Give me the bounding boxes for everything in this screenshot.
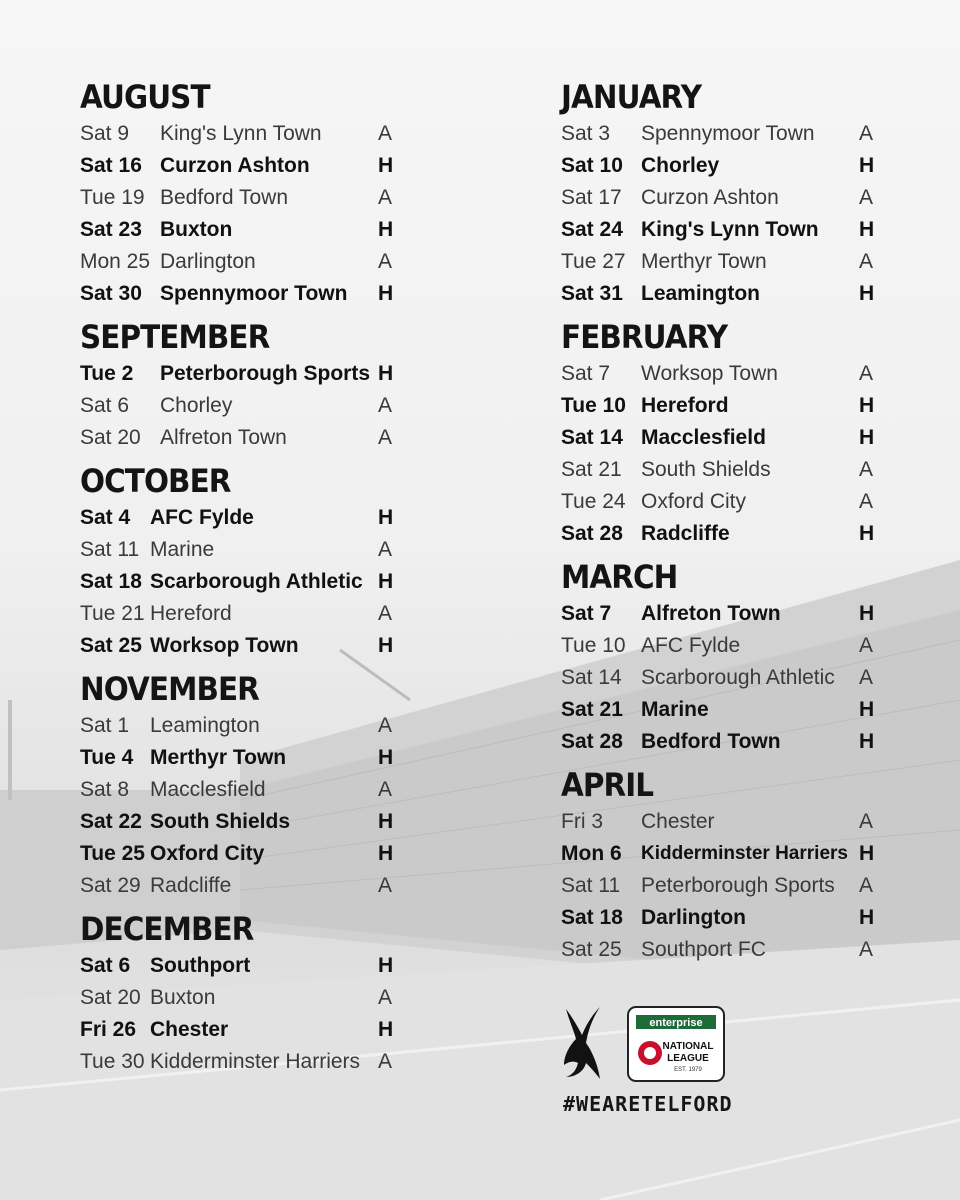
fixture-date: Sat 30 bbox=[80, 282, 142, 305]
fixture-opponent: Worksop Town bbox=[641, 362, 778, 385]
month-heading: NOVEMBER bbox=[80, 670, 259, 708]
fixture-date: Sat 10 bbox=[561, 154, 623, 177]
fixture-date: Sat 20 bbox=[80, 986, 141, 1009]
fixture-venue: H bbox=[378, 570, 394, 593]
month-september bbox=[80, 318, 400, 454]
fixture-date: Tue 2 bbox=[80, 362, 134, 385]
fixture-date: Sat 18 bbox=[561, 906, 623, 929]
fixture-venue: A bbox=[859, 250, 874, 273]
fixture-opponent: South Shields bbox=[641, 458, 771, 481]
fixture-row bbox=[561, 934, 881, 966]
fixture-row bbox=[561, 598, 881, 630]
fixture-venue: A bbox=[859, 458, 874, 481]
month-heading: MARCH bbox=[561, 558, 678, 596]
fixtures-right-column bbox=[561, 78, 881, 974]
fixture-venue: H bbox=[859, 522, 875, 545]
month-heading: OCTOBER bbox=[80, 462, 231, 500]
fixture-row bbox=[80, 742, 400, 774]
fixture-opponent: Chester bbox=[641, 810, 715, 833]
fixture-opponent: Hereford bbox=[641, 394, 729, 417]
fixture-venue: A bbox=[859, 666, 874, 689]
fixture-opponent: Alfreton Town bbox=[641, 602, 781, 625]
fixture-row bbox=[561, 630, 881, 662]
fixture-opponent: Scarborough Athletic bbox=[150, 570, 363, 593]
fixture-date: Sat 11 bbox=[80, 538, 140, 561]
fixture-venue: H bbox=[859, 282, 875, 305]
fixture-row bbox=[80, 214, 400, 246]
fixture-venue: H bbox=[859, 906, 875, 929]
fixture-date: Sat 16 bbox=[80, 154, 142, 177]
fixture-venue: A bbox=[378, 186, 393, 209]
fixture-row bbox=[80, 774, 400, 806]
fixture-date: Sat 22 bbox=[80, 810, 142, 833]
fixture-opponent: Oxford City bbox=[641, 490, 747, 513]
month-heading: FEBRUARY bbox=[561, 318, 728, 356]
sponsor-name: enterprise bbox=[649, 1017, 703, 1029]
fixture-venue: A bbox=[859, 874, 874, 897]
month-heading: DECEMBER bbox=[80, 910, 254, 948]
month-heading: AUGUST bbox=[80, 78, 210, 116]
fixture-opponent: Leamington bbox=[150, 714, 260, 737]
fixture-opponent: AFC Fylde bbox=[150, 506, 254, 529]
fixture-venue: H bbox=[378, 218, 394, 241]
fixture-row bbox=[80, 1014, 400, 1046]
fixture-row bbox=[561, 662, 881, 694]
fixture-opponent: Oxford City bbox=[150, 842, 265, 865]
fixture-venue: A bbox=[859, 490, 874, 513]
fixture-date: Sat 29 bbox=[80, 874, 141, 897]
fixture-row bbox=[80, 710, 400, 742]
fixture-date: Tue 24 bbox=[561, 490, 626, 513]
fixture-opponent: AFC Fylde bbox=[641, 634, 741, 657]
fixture-venue: H bbox=[859, 218, 875, 241]
fixture-row bbox=[561, 694, 881, 726]
fixture-venue: H bbox=[378, 810, 394, 833]
fixture-row bbox=[561, 390, 881, 422]
fixture-row bbox=[80, 806, 400, 838]
league-line1: NATIONAL bbox=[662, 1041, 714, 1052]
fixture-opponent: Merthyr Town bbox=[150, 746, 287, 769]
fixture-opponent: Chorley bbox=[160, 394, 233, 417]
fixture-venue: A bbox=[378, 874, 393, 897]
month-august bbox=[80, 78, 400, 310]
fixture-venue: H bbox=[378, 954, 394, 977]
sponsor-badge bbox=[628, 1007, 724, 1081]
fixture-opponent: Southport FC bbox=[641, 938, 766, 961]
fixture-row bbox=[561, 518, 881, 550]
fixture-date: Sat 25 bbox=[80, 634, 142, 657]
fixture-row bbox=[561, 422, 881, 454]
month-heading: JANUARY bbox=[561, 78, 702, 116]
fixture-date: Tue 27 bbox=[561, 250, 626, 273]
fixture-row bbox=[80, 502, 400, 534]
fixture-opponent: Macclesfield bbox=[641, 426, 766, 449]
fixture-opponent: Curzon Ashton bbox=[641, 186, 779, 209]
league-line2: LEAGUE bbox=[667, 1053, 709, 1064]
fixture-opponent: King's Lynn Town bbox=[160, 122, 322, 145]
club-crest-icon bbox=[564, 1007, 600, 1079]
fixture-venue: A bbox=[378, 538, 393, 561]
fixture-row bbox=[80, 422, 400, 454]
fixture-opponent: Alfreton Town bbox=[160, 426, 287, 449]
fixture-row bbox=[80, 630, 400, 662]
fixture-opponent: Radcliffe bbox=[641, 522, 730, 545]
fixture-opponent: Peterborough Sports bbox=[641, 874, 835, 897]
fixture-venue: H bbox=[378, 746, 394, 769]
fixture-opponent: Merthyr Town bbox=[641, 250, 767, 273]
fixture-date: Sat 1 bbox=[80, 714, 130, 737]
month-heading: APRIL bbox=[561, 766, 654, 804]
fixture-date: Sat 14 bbox=[561, 666, 622, 689]
fixture-venue: H bbox=[378, 1018, 394, 1041]
month-heading: SEPTEMBER bbox=[80, 318, 270, 356]
fixture-venue: A bbox=[378, 602, 393, 625]
fixture-row bbox=[561, 902, 881, 934]
fixture-opponent: Radcliffe bbox=[150, 874, 232, 897]
fixture-row bbox=[561, 454, 881, 486]
fixture-row bbox=[561, 150, 881, 182]
fixture-venue: A bbox=[378, 250, 393, 273]
fixture-date: Tue 19 bbox=[80, 186, 145, 209]
fixture-venue: H bbox=[378, 842, 394, 865]
fixture-opponent: Chorley bbox=[641, 154, 720, 177]
fixture-date: Sat 17 bbox=[561, 186, 622, 209]
fixture-opponent: Spennymoor Town bbox=[641, 122, 815, 145]
fixture-date: Sat 21 bbox=[561, 458, 622, 481]
fixture-row bbox=[561, 246, 881, 278]
fixture-venue: H bbox=[378, 154, 394, 177]
fixture-row bbox=[561, 358, 881, 390]
fixture-row bbox=[80, 246, 400, 278]
fixture-row bbox=[80, 1046, 400, 1078]
fixture-opponent: Bedford Town bbox=[160, 186, 289, 209]
hashtag: #WEARETELFORD bbox=[563, 1092, 733, 1116]
fixture-opponent: Curzon Ashton bbox=[160, 154, 310, 177]
fixture-row bbox=[80, 566, 400, 598]
fixture-opponent: Peterborough Sports bbox=[160, 362, 371, 385]
fixture-opponent: South Shields bbox=[150, 810, 291, 833]
month-october bbox=[80, 462, 400, 662]
fixture-row bbox=[561, 214, 881, 246]
fixture-date: Tue 10 bbox=[561, 394, 626, 417]
fixture-date: Sat 24 bbox=[561, 218, 623, 241]
fixture-row bbox=[561, 278, 881, 310]
fixture-date: Sat 4 bbox=[80, 506, 131, 529]
fixture-venue: H bbox=[859, 426, 875, 449]
fixture-date: Tue 30 bbox=[80, 1050, 145, 1073]
fixture-date: Sat 31 bbox=[561, 282, 623, 305]
fixture-opponent: Southport bbox=[150, 954, 251, 977]
fixture-opponent: Buxton bbox=[150, 986, 216, 1009]
fixture-date: Sat 20 bbox=[80, 426, 141, 449]
fixture-venue: H bbox=[859, 394, 875, 417]
fixture-opponent: Macclesfield bbox=[150, 778, 266, 801]
fixture-row bbox=[561, 838, 881, 870]
fixture-date: Sat 9 bbox=[80, 122, 130, 145]
fixture-date: Mon 6 bbox=[561, 842, 622, 865]
fixture-date: Sat 8 bbox=[80, 778, 130, 801]
fixture-row bbox=[561, 118, 881, 150]
fixture-opponent: Marine bbox=[641, 698, 709, 721]
fixture-venue: H bbox=[859, 842, 875, 865]
fixture-opponent: King's Lynn Town bbox=[641, 218, 819, 241]
fixture-date: Sat 11 bbox=[561, 874, 621, 897]
fixture-venue: H bbox=[378, 362, 394, 385]
fixture-row bbox=[80, 358, 400, 390]
month-january bbox=[561, 78, 881, 310]
fixture-date: Sat 28 bbox=[561, 730, 623, 753]
fixture-date: Sat 7 bbox=[561, 602, 612, 625]
fixture-opponent: Kidderminster Harriers bbox=[150, 1050, 361, 1073]
fixture-row bbox=[561, 182, 881, 214]
fixture-date: Sat 7 bbox=[561, 362, 611, 385]
fixture-opponent: Worksop Town bbox=[150, 634, 299, 657]
fixture-date: Mon 25 bbox=[80, 250, 151, 273]
fixture-row bbox=[80, 278, 400, 310]
fixture-venue: H bbox=[859, 698, 875, 721]
fixture-venue: A bbox=[859, 186, 874, 209]
fixture-row bbox=[80, 950, 400, 982]
fixture-venue: A bbox=[378, 1050, 393, 1073]
fixture-opponent: Leamington bbox=[641, 282, 760, 305]
fixture-venue: A bbox=[378, 394, 393, 417]
fixtures-left-column bbox=[80, 78, 400, 1086]
fixture-opponent: Spennymoor Town bbox=[160, 282, 348, 305]
fixture-venue: A bbox=[859, 938, 874, 961]
fixture-venue: H bbox=[859, 730, 875, 753]
month-march bbox=[561, 558, 881, 758]
month-november bbox=[80, 670, 400, 902]
fixture-opponent: Darlington bbox=[160, 250, 256, 273]
fixture-row bbox=[80, 390, 400, 422]
fixture-date: Tue 21 bbox=[80, 602, 145, 625]
fixture-opponent: Scarborough Athletic bbox=[641, 666, 835, 689]
fixture-date: Fri 26 bbox=[80, 1018, 137, 1041]
fixture-row bbox=[80, 870, 400, 902]
fixture-venue: A bbox=[378, 986, 393, 1009]
fixture-venue: H bbox=[859, 154, 875, 177]
fixture-opponent: Hereford bbox=[150, 602, 232, 625]
fixture-date: Sat 6 bbox=[80, 954, 131, 977]
fixture-venue: A bbox=[859, 122, 874, 145]
fixture-venue: A bbox=[378, 122, 393, 145]
fixture-date: Fri 3 bbox=[561, 810, 603, 833]
fixture-opponent: Marine bbox=[150, 538, 215, 561]
fixture-opponent: Darlington bbox=[641, 906, 746, 929]
fixture-venue: A bbox=[378, 426, 393, 449]
fixture-opponent: Bedford Town bbox=[641, 730, 781, 753]
fixture-row bbox=[561, 726, 881, 758]
fixture-opponent: Buxton bbox=[160, 218, 233, 241]
fixture-venue: H bbox=[378, 282, 394, 305]
fixture-date: Sat 14 bbox=[561, 426, 623, 449]
month-april bbox=[561, 766, 881, 966]
fixture-date: Tue 10 bbox=[561, 634, 626, 657]
fixture-venue: H bbox=[859, 602, 875, 625]
fixture-row bbox=[80, 982, 400, 1014]
fixture-date: Sat 3 bbox=[561, 122, 611, 145]
fixture-row bbox=[80, 534, 400, 566]
fixture-row bbox=[80, 150, 400, 182]
month-february bbox=[561, 318, 881, 550]
month-december bbox=[80, 910, 400, 1078]
fixture-date: Sat 23 bbox=[80, 218, 142, 241]
fixture-row bbox=[561, 486, 881, 518]
fixture-venue: H bbox=[378, 634, 394, 657]
fixture-opponent: Chester bbox=[150, 1018, 229, 1041]
fixture-row bbox=[80, 182, 400, 214]
fixture-date: Sat 25 bbox=[561, 938, 622, 961]
fixture-date: Sat 21 bbox=[561, 698, 623, 721]
fixture-venue: A bbox=[859, 362, 874, 385]
fixture-venue: A bbox=[859, 810, 874, 833]
fixture-venue: A bbox=[378, 714, 393, 737]
fixture-row bbox=[561, 806, 881, 838]
fixture-date: Tue 25 bbox=[80, 842, 145, 865]
league-est: EST. 1979 bbox=[674, 1067, 702, 1073]
fixture-row bbox=[80, 118, 400, 150]
fixture-date: Sat 28 bbox=[561, 522, 623, 545]
fixture-venue: A bbox=[378, 778, 393, 801]
fixture-venue: H bbox=[378, 506, 394, 529]
fixture-date: Tue 4 bbox=[80, 746, 134, 769]
fixture-venue: A bbox=[859, 634, 874, 657]
fixture-row bbox=[80, 838, 400, 870]
fixture-opponent: Kidderminster Harriers bbox=[641, 843, 848, 864]
fixture-row bbox=[80, 598, 400, 630]
fixture-row bbox=[561, 870, 881, 902]
fixture-date: Sat 18 bbox=[80, 570, 142, 593]
fixture-date: Sat 6 bbox=[80, 394, 130, 417]
